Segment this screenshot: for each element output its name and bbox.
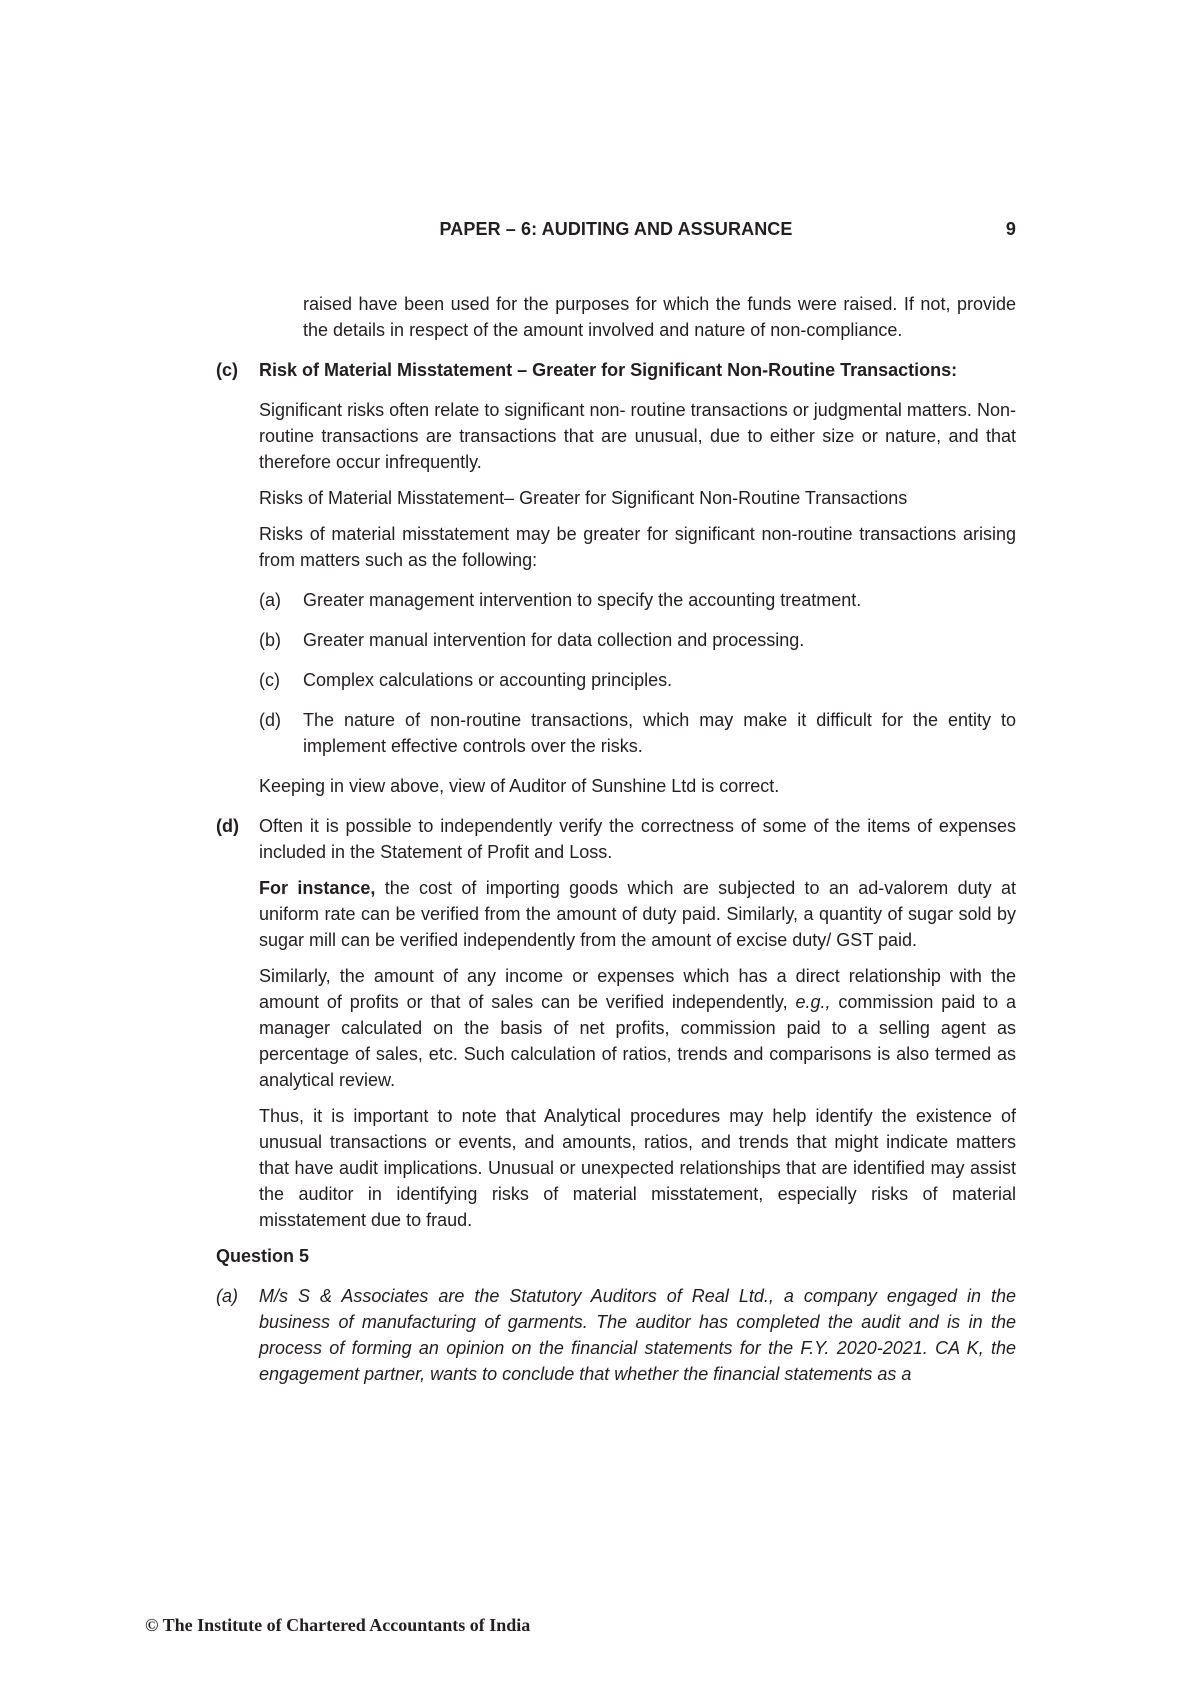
list-item (216, 667, 1016, 693)
section-c-paragraph: Risks of Material Misstatement– Greater for Significant Non-Routine Transactions (259, 488, 908, 508)
section-c-paragraph: Risks of material misstatement may be greater for significant non-routine transactions arising from matters such as the following: (259, 524, 1016, 570)
question-text: M/s S & Associates are the Statutory Auditors of Real Ltd., a company engaged in the business of manufacturing of garments. The auditor has completed the audit and is in the process of forming an opinion on the financial statements for the F.Y. 2020-2021. CA K, the engagement partner, wants to conclude that whether the financial statements as a (259, 1286, 1016, 1384)
section-d (216, 813, 1016, 1233)
list-item (216, 627, 1016, 653)
page-number: 9 (1005, 219, 1016, 239)
paper-title: PAPER – 6: AUDITING AND ASSURANCE (439, 219, 793, 239)
section-c-heading: Risk of Material Misstatement – Greater for Significant Non-Routine Transactions: (259, 360, 958, 380)
paragraph-text: commission paid to a manager calculated on the basis of net profits, commission paid to a selling agent as percentage of sales, etc. Such calculation of ratios, trends and comparisons is also termed as analytical review. (259, 992, 1017, 1090)
section-c-label: (c) (216, 360, 238, 380)
eg-abbreviation: e.g., (795, 992, 831, 1012)
list-item (216, 707, 1016, 759)
section-d-label: (d) (216, 816, 239, 836)
list-item-label: (a) (259, 590, 281, 610)
paragraph-text: Similarly, the amount of any income or expenses which has a direct relationship with the amount of profits or that of sales can be verified independently, (259, 966, 1016, 1012)
for-instance-lead: For instance, (259, 878, 376, 898)
section-c (216, 357, 1016, 799)
question-5a (216, 1283, 1016, 1387)
list-item-text: Complex calculations or accounting principles. (303, 670, 673, 690)
list-item-label: (d) (259, 710, 281, 730)
page-header (216, 219, 1016, 245)
section-d-paragraph: Thus, it is important to note that Analytical procedures may help identify the existence of unusual transactions or events, and amounts, ratios, and trends that might indicate matters that have audit implications. Unusual or unexpected relationships that are identified may assist the auditor in identifying risks of material misstatement, especially risks of material misstatement due to fraud. (259, 1106, 1016, 1230)
section-c-conclusion: Keeping in view above, view of Auditor of Sunshine Ltd is correct. (259, 776, 780, 796)
copyright-footer: © The Institute of Chartered Accountants of India (145, 1615, 531, 1635)
list-item-text: Greater management intervention to specify the accounting treatment. (303, 590, 862, 610)
paragraph-text: the cost of importing goods which are subjected to an ad-valorem duty at uniform rate can be verified from the amount of duty paid. Similarly, a quantity of sugar sold by sugar mill can be verified independently from the amount of excise duty/ GST paid. (259, 878, 1016, 950)
question-label: (a) (216, 1286, 238, 1306)
section-c-paragraph: Significant risks often relate to significant non- routine transactions or judgmental matters. Non-routine transactions are transactions that are unusual, due to either size or nature, and that therefore occur infrequently. (259, 400, 1016, 472)
list-item-text: Greater manual intervention for data collection and processing. (303, 630, 805, 650)
intro-paragraph: raised have been used for the purposes for which the funds were raised. If not, provide the details in respect of the amount involved and nature of non-compliance. (303, 294, 1016, 340)
list-item (216, 587, 1016, 613)
page-content (216, 291, 1016, 1387)
section-d-paragraph: Often it is possible to independently verify the correctness of some of the items of expenses included in the Statement of Profit and Loss. (259, 816, 1016, 862)
section-d-paragraph (259, 963, 1016, 1093)
list-item-label: (c) (259, 670, 280, 690)
list-item-label: (b) (259, 630, 281, 650)
section-d-paragraph (259, 875, 1016, 953)
list-item-text: The nature of non-routine transactions, which may make it difficult for the entity to implement effective controls over the risks. (303, 710, 1016, 756)
question-heading: Question 5 (216, 1246, 310, 1266)
